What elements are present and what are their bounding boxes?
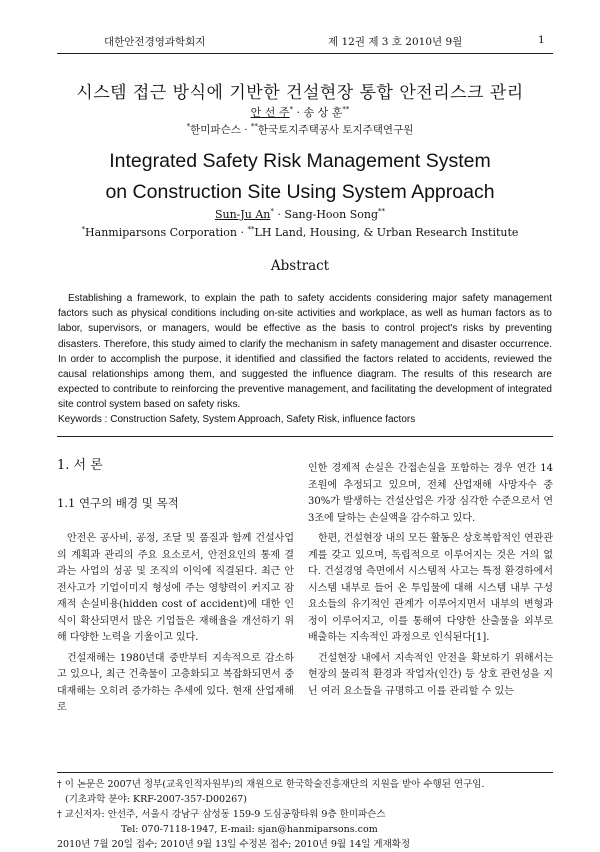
left-column bbox=[57, 458, 294, 721]
journal-name: 대한안전경영과학회지 bbox=[104, 36, 206, 48]
footnote-grant: (기초과학 분야: KRF-2007-357-D00267) bbox=[65, 794, 247, 805]
keywords-label: Keywords : bbox=[58, 414, 111, 425]
aff-2-english: LH Land, Housing, & Urban Research Institute bbox=[254, 226, 519, 239]
abstract-body bbox=[58, 291, 552, 413]
author-en-separator: · bbox=[273, 208, 285, 221]
aff-1-mark: * bbox=[186, 122, 191, 131]
section-heading: 1. 서 론 bbox=[57, 458, 103, 473]
abstract-paragraph: Establishing a framework, to explain the path to safety accidents considering major safety management factors such as physical conditions including on-site activities and workplace, as well as human factors as to labor, supervisors, or managers, would be effective as the basis to control project's risks by preventing disasters. Therefore, this study aimed to clarify the mechanism in safety management and disaster occurrence. In order to accomplish the purpose, it identified and classified the factors related to accidents, reviewed the causal relationships among them, and suggested the influence diagram. The results of this research are expected to contribute to reinforcing the preventive management, and facilitating the development of integrated site control system based on safety risks. bbox=[58, 293, 552, 411]
author-1-english: Sun-Ju An bbox=[214, 208, 271, 221]
subsection-heading: 1.1 연구의 배경 및 목적 bbox=[57, 495, 179, 510]
footnote-corresponding-author: † 교신저자: 안선주, 서울시 강남구 삼성동 159-9 도심공항타워 9층 한미파슨스 bbox=[57, 809, 386, 820]
footnote-rule bbox=[57, 772, 553, 773]
page-number: 1 bbox=[538, 34, 545, 46]
author-1-korean: 안 선 주 bbox=[250, 106, 290, 119]
running-header bbox=[0, 34, 600, 48]
author-separator: · bbox=[293, 106, 304, 119]
issue-info: 제 12권 제 3 호 2010년 9월 bbox=[328, 36, 463, 48]
author-2-en-mark: ** bbox=[378, 207, 386, 216]
aff-en-separator: · bbox=[237, 226, 248, 239]
body-paragraph: 안전은 공사비, 공정, 조달 및 품질과 함께 건설사업의 계획과 관리의 주요 요소로서, 안전요인의 통제 결과는 사업의 성공 및 조직의 이익에 직결된다. 최근 안전사고가 기업이미지 형성에 주는 영향력이 커지고 잠재적 손실비용(hidden cost of accident)에 대한 인식이 확산되면서 많은 기업들은 재해율을 개선하기 위해 다양한 노력을 기울이고 있다. bbox=[57, 533, 294, 643]
aff-1-korean: 한미파슨스 bbox=[190, 124, 241, 136]
author-2-korean: 송 상 훈 bbox=[303, 106, 343, 119]
title-english-line-2: on Construction Site Using System Approach bbox=[105, 181, 495, 203]
authors-korean bbox=[0, 104, 600, 120]
aff-1-en-mark: * bbox=[81, 225, 86, 234]
footnote-dates: 2010년 7월 20일 접수; 2010년 9월 13일 수정본 접수; 2010년 9월 14일 게재확정 bbox=[57, 839, 411, 850]
aff-2-en-mark: ** bbox=[247, 225, 255, 234]
author-1-mark: * bbox=[289, 105, 293, 114]
body-paragraph: 건설현장 내에서 지속적인 안전을 확보하기 위해서는 현장의 물리적 환경과 작업자(인간) 등 상호 관련성을 지닌 여러 요소들을 규명하고 이를 관리할 수 있는 bbox=[308, 652, 553, 697]
affiliation-english bbox=[0, 226, 600, 239]
authors-english bbox=[0, 208, 600, 221]
author-1-en-mark: * bbox=[270, 207, 274, 216]
aff-1-english: Hanmiparsons Corporation bbox=[85, 226, 238, 239]
aff-2-korean: 한국토지주택공사 토지주택연구원 bbox=[257, 124, 414, 136]
body-paragraph: 건설재해는 1980년대 중반부터 지속적으로 감소하고 있으나, 최근 건축물이 고층화되고 복잡화되면서 중대재해는 오히려 증가하는 추세에 있다. 현재 산업재해로 bbox=[57, 652, 294, 713]
keywords-text: Construction Safety, System Approach, Safety Risk, influence factors bbox=[110, 414, 416, 425]
author-2-mark: ** bbox=[342, 105, 350, 114]
aff-separator: · bbox=[240, 124, 251, 136]
header-rule bbox=[57, 53, 553, 54]
footnotes bbox=[57, 777, 553, 852]
title-english-line-1: Integrated Safety Risk Management System bbox=[109, 150, 491, 172]
title-korean: 시스템 접근 방식에 기반한 건설현장 통합 안전리스크 관리 bbox=[76, 83, 524, 103]
body-paragraph: 인한 경제적 손실은 간접손실을 포함하는 경우 연간 14조원에 추정되고 있으며, 전체 산업재해 사망자수 중 30%가 발생하는 건설산업은 가장 심각한 수준으로서 연 3조에 달하는 손실액을 감수하고 있다. bbox=[308, 463, 553, 524]
affiliation-korean bbox=[0, 122, 600, 137]
footnote-contact: Tel: 070-7118-1947, E-mail: sjan@hanmiparsons.com bbox=[121, 824, 378, 835]
abstract-heading: Abstract bbox=[270, 258, 330, 274]
body-paragraph: 한편, 건설현장 내의 모든 활동은 상호복합적인 연관관계를 갖고 있으며, 독립적으로 이루어지는 것은 거의 없다. 건설경영 측면에서 시스템적 사고는 특정 환경하에서 시스템 내부로 들어 온 투입물에 대해 시스템 내부 구성요소들의 유기적인 관계가 이루어지면서 내부의 변형과정이 이루어지고, 이를 통해여 다양한 산출물을 외부로 배출하는 지속적인 과정으로 인식된다[1]. bbox=[308, 533, 553, 643]
footnote-funding: † 이 논문은 2007년 정부(교육인적자원부)의 재원으로 한국학술진흥재단의 지원을 받아 수행된 연구임. bbox=[57, 779, 485, 790]
aff-2-mark: ** bbox=[250, 122, 258, 131]
keywords bbox=[58, 414, 552, 425]
abstract-rule bbox=[57, 436, 553, 437]
right-column bbox=[308, 461, 553, 704]
author-2-english: Sang-Hoon Song bbox=[284, 208, 379, 221]
